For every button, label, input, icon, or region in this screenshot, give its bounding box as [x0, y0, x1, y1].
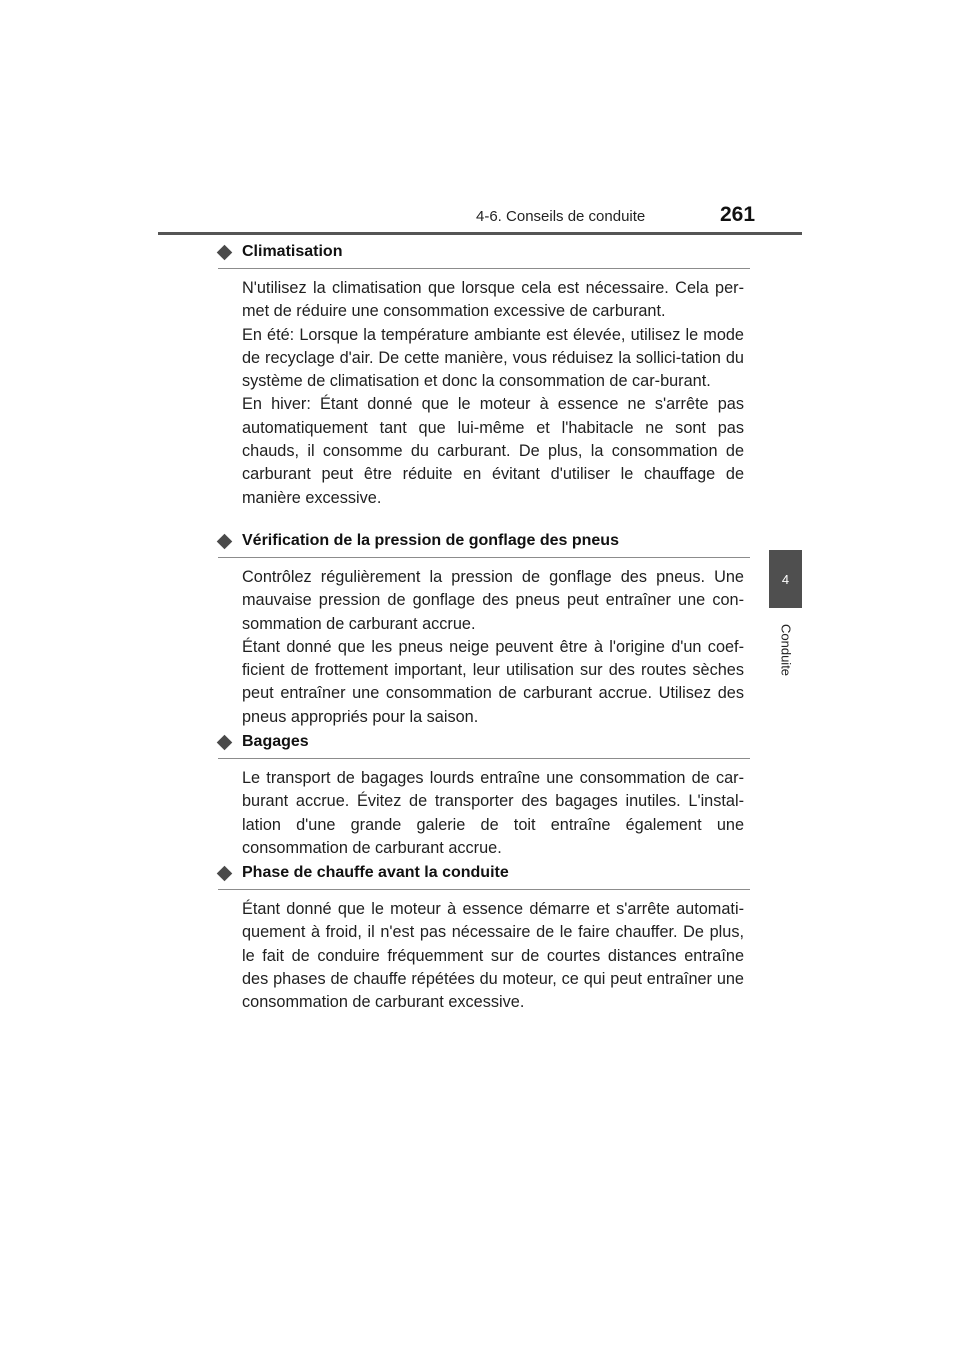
section-header: 4-6. Conseils de conduite	[476, 208, 646, 225]
header-divider	[158, 232, 802, 235]
section-body	[242, 898, 744, 1014]
section-title: Vérification de la pression de gonflage des pneus	[242, 532, 619, 549]
section-heading	[218, 732, 750, 759]
paragraph: Étant donné que le moteur à essence démarre et s'arrête automati-quement à froid, il n'est pas nécessaire de le faire chauffer. De plus, le fait de conduire fréquemment sur de courtes distances entraîne des phases de chauffe répétées du moteur, ce qui peut entraîner une consommation de carburant excessive.	[242, 900, 744, 1012]
section-title: Climatisation	[242, 243, 343, 260]
diamond-bullet-icon	[217, 534, 233, 550]
diamond-bullet-icon	[217, 245, 233, 261]
section-bagages	[218, 732, 750, 860]
section-climatisation	[218, 242, 750, 510]
section-title: Bagages	[242, 733, 309, 750]
chapter-label: Conduite	[778, 623, 794, 677]
paragraph: N'utilisez la climatisation que lorsque cela est nécessaire. Cela per-met de réduire une consommation excessive de carburant.	[242, 279, 744, 321]
diamond-bullet-icon	[217, 866, 233, 882]
paragraph: En été: Lorsque la température ambiante est élevée, utilisez le mode de recyclage d'air. De cette manière, vous réduisez la sollici-tation du système de climatisation et donc la consommation de car-burant.	[242, 325, 744, 391]
section-heading	[218, 242, 750, 269]
page-number: 261	[720, 203, 756, 226]
section-heading	[218, 531, 750, 558]
section-title: Phase de chauffe avant la conduite	[242, 864, 509, 881]
section-body	[242, 767, 744, 860]
paragraph: Contrôlez régulièrement la pression de gonflage des pneus. Une mauvaise pression de gonflage des pneus peut entraîner une con-sommation de carburant accrue.	[242, 568, 744, 633]
chapter-tab: 4	[769, 550, 802, 608]
section-heading	[218, 863, 750, 890]
paragraph: En hiver: Étant donné que le moteur à essence ne s'arrête pas automatiquement tant que lui-même et l'habitacle ne sont pas chauds, il consomme du carburant. De plus, la consommation de carburant peut être réduite en évitant d'utiliser le chauffage de manière excessive.	[242, 395, 744, 507]
section-body	[242, 277, 744, 510]
diamond-bullet-icon	[217, 735, 233, 751]
section-pression-pneus	[218, 531, 750, 729]
paragraph: Le transport de bagages lourds entraîne une consommation de car-burant accrue. Évitez de transporter des bagages inutiles. L'instal-lation d'une grande galerie de toit entraîne également une consommation de carburant accrue.	[242, 769, 744, 857]
paragraph: Étant donné que les pneus neige peuvent être à l'origine d'un coef-ficient de frottement important, leur utilisation sur des routes sèches peut entraîner une consommation de carburant accrue. Utilisez des pneus appropriés pour la saison.	[242, 637, 744, 726]
section-body	[242, 566, 744, 729]
section-phase-chauffe	[218, 863, 750, 1014]
